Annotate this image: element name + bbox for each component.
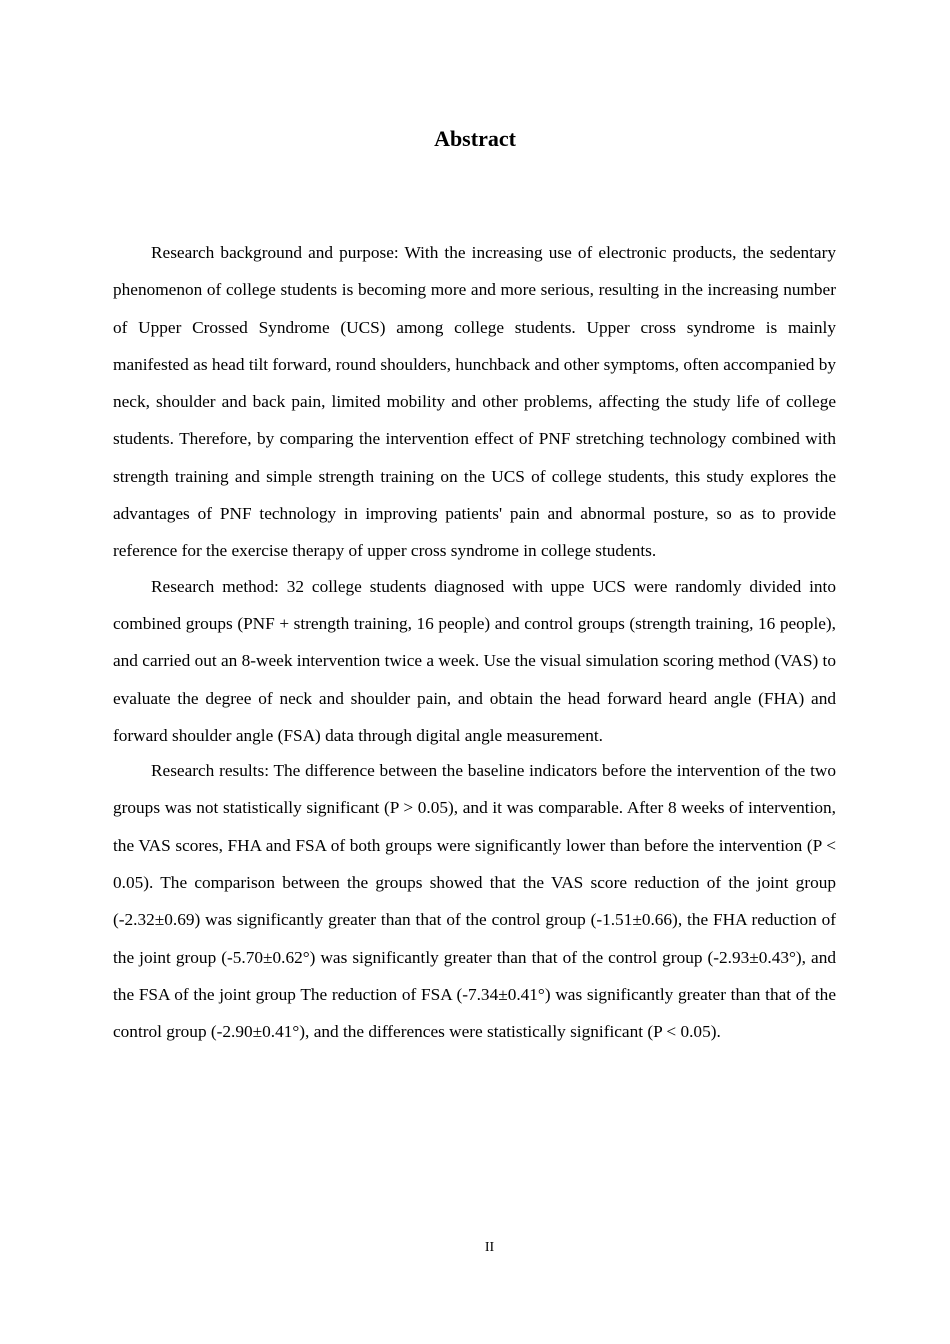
paragraph-background: Research background and purpose: With the increasing use of electronic products, the sedentary phenomenon of college students is becoming more and more serious, resulting in the increasing number of Upper Crossed Syndrome (UCS) among college students. Upper cross syndrome is mainly manifested as head tilt forward, round shoulders, hunchback and other symptoms, often accompanied by neck, shoulder and back pain, limited mobility and other problems, affecting the study life of college students. Therefore, by comparing the intervention effect of PNF stretching technology combined with strength training and simple strength training on the UCS of college students, this study explores the advantages of PNF technology in improving patients' pain and abnormal posture, so as to provide reference for the exercise therapy of upper cross syndrome in college students. <box>113 243 836 561</box>
paragraph-results: Research results: The difference between the baseline indicators before the intervention of the two groups was not statistically significant (P > 0.05), and it was comparable. After 8 weeks of intervention, the VAS scores, FHA and FSA of both groups were significantly lower than before the intervention (P < 0.05). The comparison between the groups showed that the VAS score reduction of the joint group (-2.32±0.69) was significantly greater than that of the control group (-1.51±0.66), the FHA reduction of the joint group (-5.70±0.62°) was significantly greater than that of the control group (-2.93±0.43°), and the FSA of the joint group The reduction of FSA (-7.34±0.41°) was significantly greater than that of the control group (-2.90±0.41°), and the differences were statistically significant (P < 0.05). <box>113 761 836 1042</box>
abstract-body <box>113 234 836 1051</box>
page-number: II <box>484 1240 495 1255</box>
page-title: Abstract <box>434 126 516 151</box>
paragraph-method: Research method: 32 college students diagnosed with uppe UCS were randomly divided into combined groups (PNF + strength training, 16 people) and control groups (strength training, 16 people), and carried out an 8-week intervention twice a week. Use the visual simulation scoring method (VAS) to evaluate the degree of neck and shoulder pain, and obtain the head forward heard angle (FHA) and forward shoulder angle (FSA) data through digital angle measurement. <box>113 576 836 745</box>
